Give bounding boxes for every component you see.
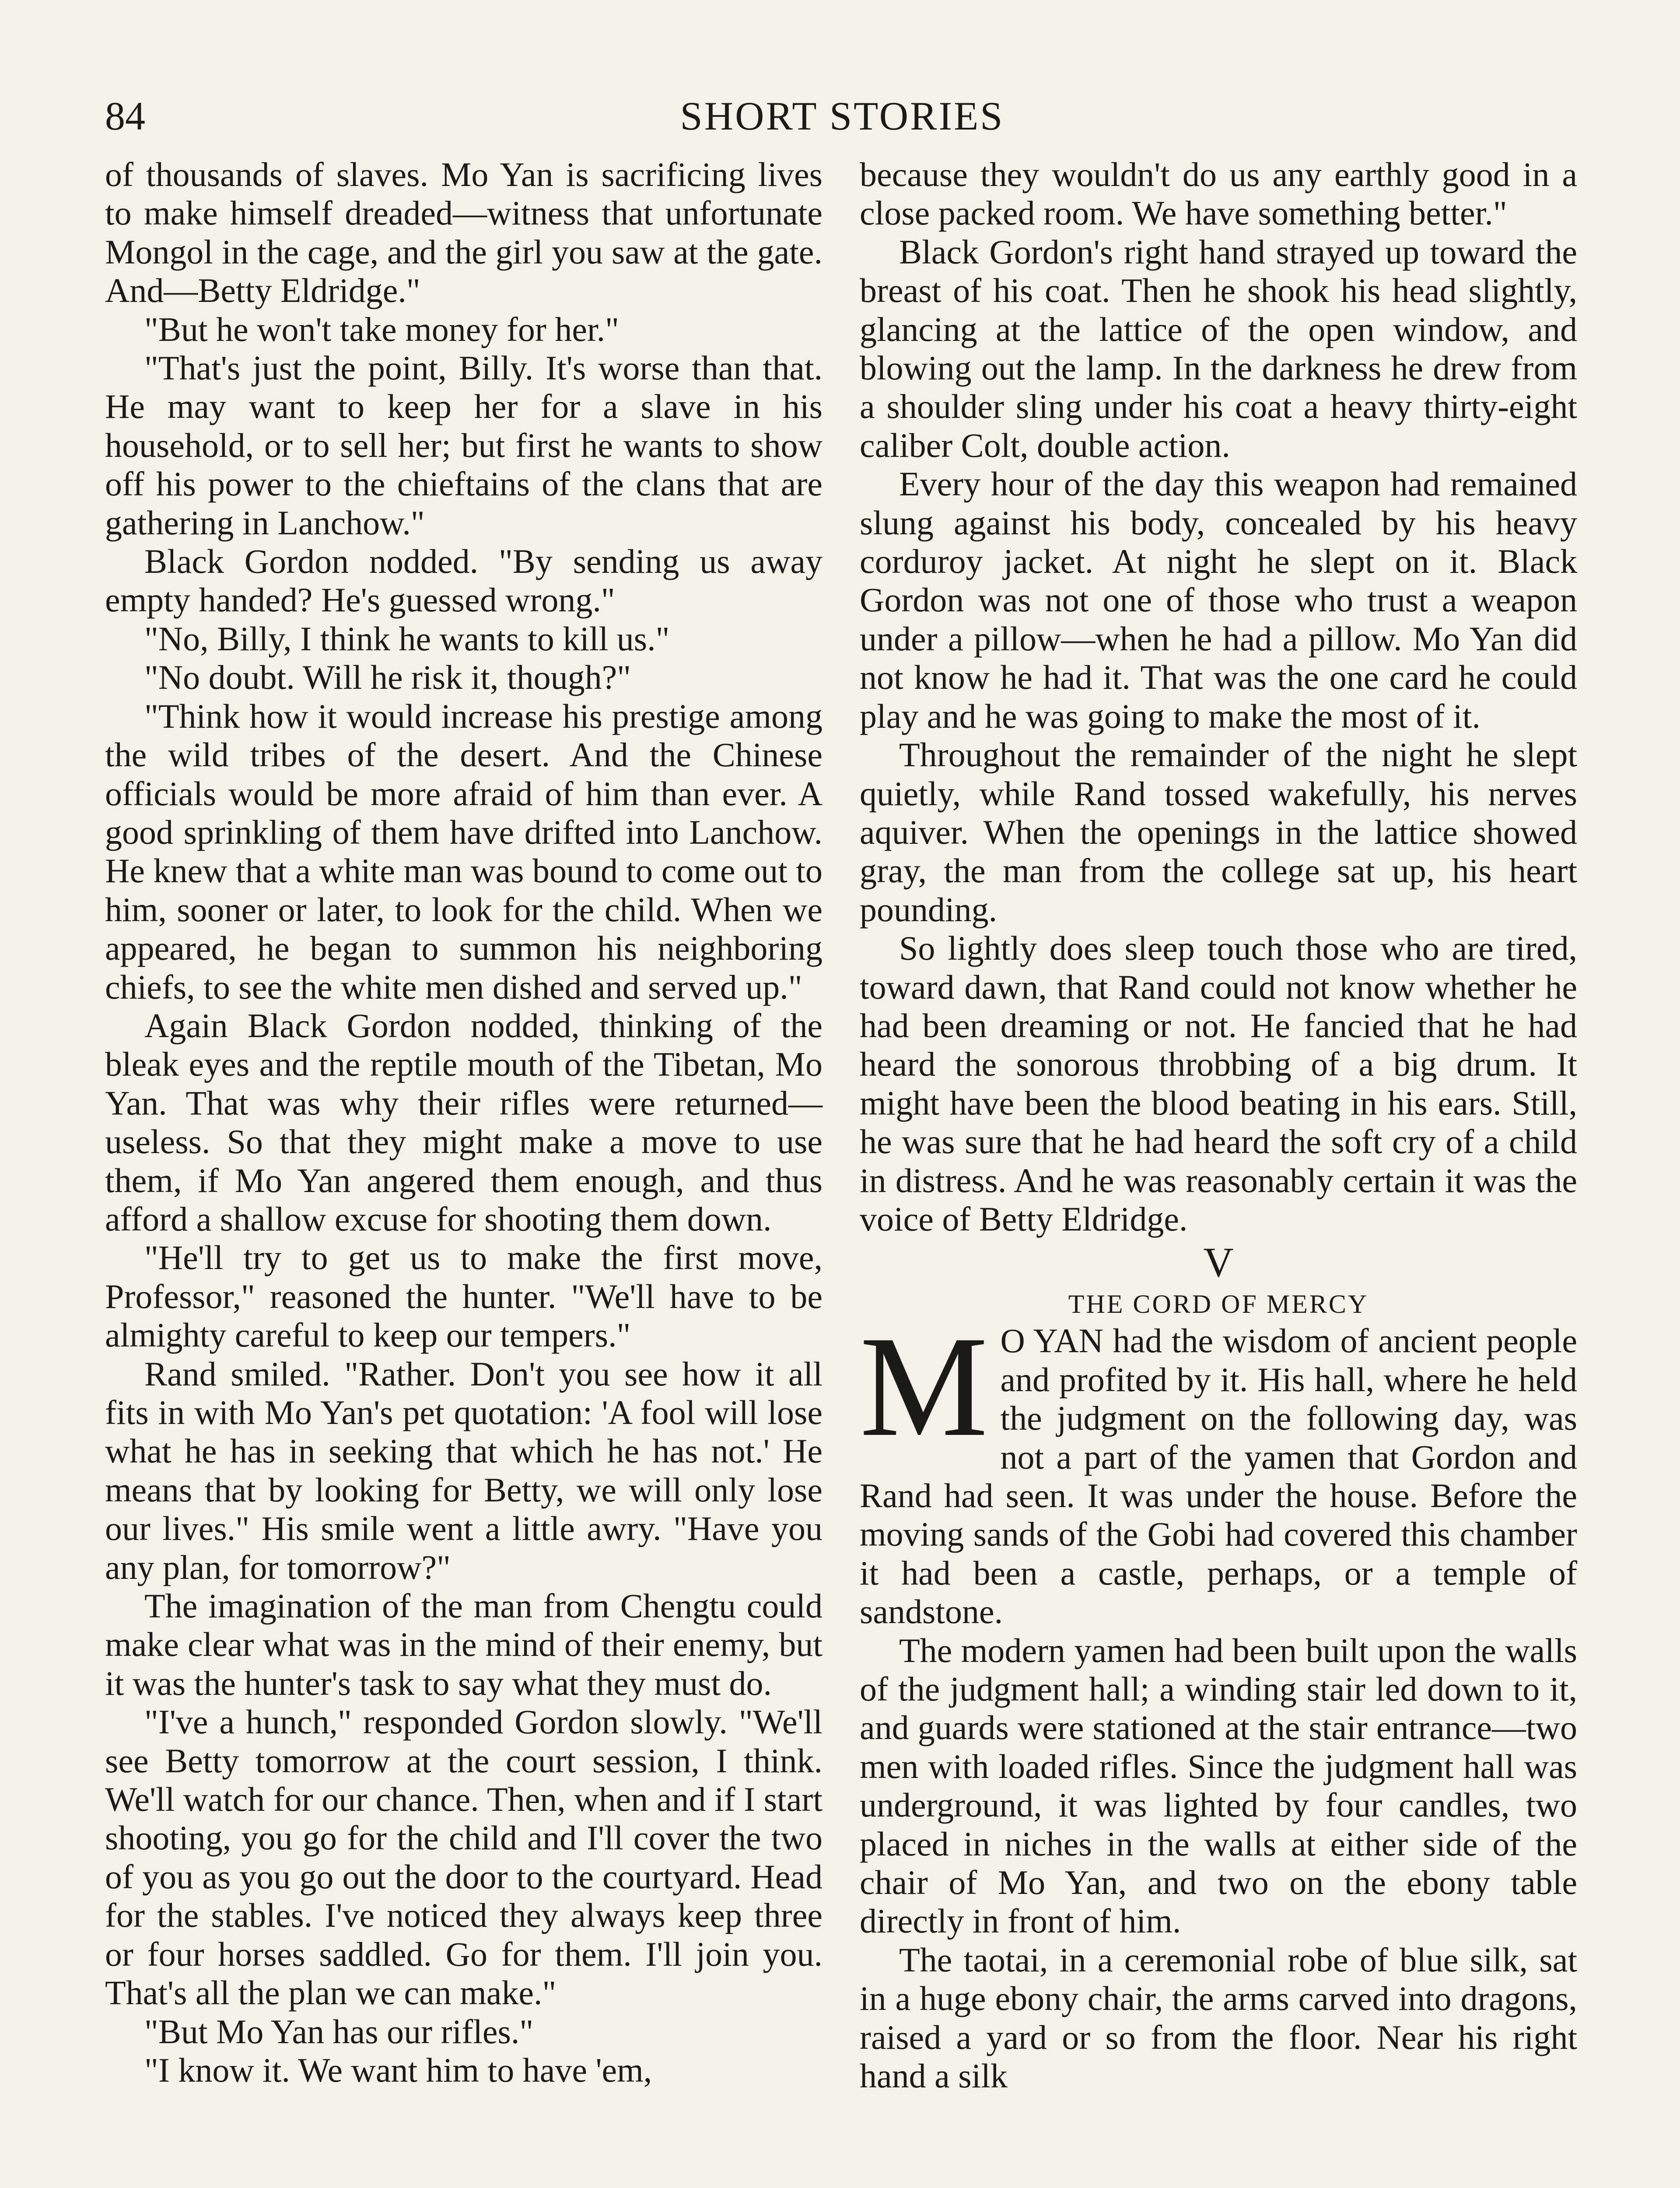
paragraph: Again Black Gordon nodded, thinking of the bleak eyes and the reptile mouth of the Tibetan, Mo Yan. That was why their rifles were returned—useless. So that they might make a move to use them, if Mo Yan angered them enough, and thus afford a shallow excuse for shooting them down. [105, 1006, 822, 1238]
paragraph: "That's just the point, Billy. It's worse than that. He may want to keep her for a slave in his household, or to sell her; but first he wants to show off his power to the chieftains of the clans that are gathering in Lanchow." [105, 349, 822, 542]
paragraph: The modern yamen had been built upon the walls of the judgment hall; a winding stair led down to it, and guards were stationed at the stair entrance—two men with loaded rifles. Since the judgment hall was underground, it was lighted by four candles, two placed in niches in the walls at either side of the chair of Mo Yan, and two on the ebony table directly in front of him. [860, 1631, 1577, 1940]
page-header [105, 92, 1579, 149]
paragraph: of thousands of slaves. Mo Yan is sacrificing lives to make himself dreaded—witness that unfortunate Mongol in the cage, and the girl you saw at the gate. And—Betty Eldridge." [105, 155, 822, 310]
drop-cap: M [860, 1307, 988, 1467]
right-column [860, 155, 1577, 2096]
paragraph: "No doubt. Will he risk it, though?" [144, 658, 631, 697]
first-paragraph-text: O YAN had the wisdom of ancient people and profited by it. His hall, where he held the judgment on the following day, was not a part of the yamen that Gordon and Rand had seen. It was under the house. Before the moving sands of the Gobi had covered this chamber it had been a castle, perhaps, or a temple of sandstone. [860, 1322, 1577, 1631]
page-number: 84 [105, 94, 145, 138]
chapter-title: THE CORD OF MERCY [1068, 1290, 1369, 1319]
paragraph: "I've a hunch," responded Gordon slowly. "We'll see Betty tomorrow at the court session, I think. We'll watch for our chance. Then, when and if I start shooting, you go for the child and I'll cover the two of you as you go out the door to the courtyard. Head for the stables. I've noticed they always keep three or four horses saddled. Go for them. I'll join you. That's all the plan we can make." [105, 1703, 822, 2012]
paragraph: Rand smiled. "Rather. Don't you see how it all fits in with Mo Yan's pet quotation: 'A fool will lose what he has in seeking that which he has not.' He means that by looking for Betty, we will only lose our lives." His smile went a little awry. "Have you any plan, for tomorrow?" [105, 1354, 822, 1586]
paragraph: "No, Billy, I think he wants to kill us." [144, 619, 670, 658]
paragraph: "But Mo Yan has our rifles." [144, 2012, 534, 2051]
paragraph: Black Gordon's right hand strayed up toward the breast of his coat. Then he shook his head slightly, glancing at the lattice of the open window, and blowing out the lamp. In the darkness he drew from a shoulder sling under his coat a heavy thirty-eight caliber Colt, double action. [860, 232, 1577, 464]
paragraph: So lightly does sleep touch those who are tired, toward dawn, that Rand could not know whether he had been dreaming or not. He fancied that he had heard the sonorous throbbing of a big drum. It might have been the blood beating in his ears. Still, he was sure that he had heard the soft cry of a child in distress. And he was reasonably certain it was the voice of Betty Eldridge. [860, 929, 1577, 1238]
paragraph: The imagination of the man from Chengtu could make clear what was in the mind of their enemy, but it was the hunter's task to say what they must do. [105, 1587, 822, 1702]
paragraph: "I know it. We want him to have 'em, [144, 2051, 652, 2089]
paragraph: because they wouldn't do us any earthly good in a close packed room. We have something better." [860, 155, 1577, 232]
paragraph: Every hour of the day this weapon had remained slung against his body, concealed by his heavy corduroy jacket. At night he slept on it. Black Gordon was not one of those who trust a weapon under a pillow—when he had a pillow. Mo Yan did not know he had it. That was the one card he could play and he was going to make the most of it. [860, 465, 1577, 735]
left-column [105, 155, 822, 2090]
paragraph: "But he won't take money for her." [144, 310, 619, 348]
paragraph: Black Gordon nodded. "By sending us away empty handed? He's guessed wrong." [105, 542, 822, 619]
paragraph: "Think how it would increase his prestige among the wild tribes of the desert. And the Chinese officials would be more afraid of him than ever. A good sprinkling of them have drifted into Lanchow. He knew that a white man was bound to come out to him, sooner or later, to look for the child. When we appeared, he began to summon his neighboring chiefs, to see the white men dished and served up." [105, 697, 822, 1006]
running-head: SHORT STORIES [680, 94, 1004, 138]
paragraph: Throughout the remainder of the night he slept quietly, while Rand tossed wakefully, his nerves aquiver. When the openings in the lattice showed gray, the man from the college sat up, his heart pounding. [860, 736, 1577, 929]
chapter-first-paragraph [860, 1307, 1577, 1631]
paragraph: "He'll try to get us to make the first move, Professor," reasoned the hunter. "We'll have to be almighty careful to keep our tempers." [105, 1238, 822, 1354]
paragraph: The taotai, in a ceremonial robe of blue silk, sat in a huge ebony chair, the arms carved into dragons, raised a yard or so from the floor. Near his right hand a silk [860, 1940, 1577, 2095]
chapter-number: V [1203, 1239, 1234, 1286]
